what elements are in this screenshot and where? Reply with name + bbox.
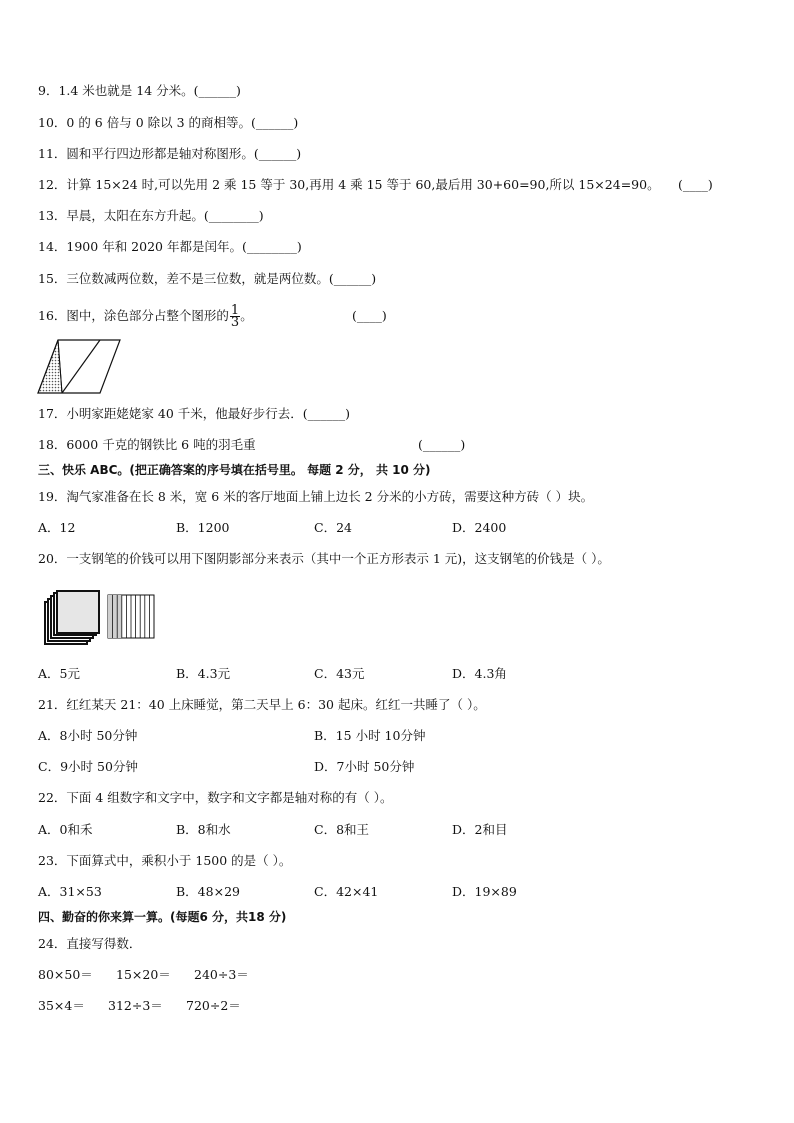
q19-option-c: C．24 bbox=[314, 520, 352, 535]
question-10: 10．0 的 6 倍与 0 除以 3 的商相等。(______) bbox=[38, 115, 299, 130]
q22-option-b: B．8和水 bbox=[176, 822, 231, 837]
q23-option-b: B．48×29 bbox=[176, 884, 240, 899]
question-11: 11．圆和平行四边形都是轴对称图形。(______) bbox=[38, 146, 302, 161]
q22-option-c: C．8和王 bbox=[314, 822, 370, 837]
question-18: 18．6000 千克的钢铁比 6 吨的羽毛重 bbox=[38, 437, 256, 452]
question-14: 14．1900 年和 2020 年都是闰年。(________) bbox=[38, 239, 302, 254]
q22-option-d: D．2和目 bbox=[452, 822, 508, 837]
q23-option-d: D．19×89 bbox=[452, 884, 517, 899]
money-squares-figure bbox=[42, 590, 160, 648]
section-3-heading: 三、快乐 ABC。(把正确答案的序号填在括号里。 每题 2 分， 共 10 分) bbox=[38, 463, 431, 477]
q23-option-a: A．31×53 bbox=[38, 884, 102, 899]
q20-option-d: D．4.3角 bbox=[452, 666, 507, 681]
question-24: 24．直接写得数． bbox=[38, 936, 142, 951]
calc-80x50: 80×50＝ bbox=[38, 967, 93, 982]
question-18-paren: (______) bbox=[418, 437, 466, 452]
calc-720div2: 720÷2＝ bbox=[186, 998, 241, 1013]
question-12-paren: (____) bbox=[678, 177, 713, 192]
q20-option-a: A．5元 bbox=[38, 666, 80, 681]
question-21: 21．红红某天 21：40 上床睡觉，第二天早上 6：30 起床。红红一共睡了（ ）。 bbox=[38, 697, 486, 712]
calc-312div3: 312÷3＝ bbox=[108, 998, 163, 1013]
calc-35x4: 35×4＝ bbox=[38, 998, 85, 1013]
q21-option-a: A．8小时 50分钟 bbox=[38, 728, 138, 743]
q19-option-b: B．1200 bbox=[176, 520, 230, 535]
parallelogram-figure bbox=[36, 338, 122, 396]
q21-option-b: B．15 小时 10分钟 bbox=[314, 728, 426, 743]
question-20: 20．一支钢笔的价钱可以用下图阴影部分来表示（其中一个正方形表示 1 元)，这支钢笔的价钱是（ ）。 bbox=[38, 551, 610, 566]
question-12: 12．计算 15×24 时,可以先用 2 乘 15 等于 30,再用 4 乘 15 等于 60,最后用 30+60=90,所以 15×24=90。 bbox=[38, 177, 660, 192]
question-16-text: 16．图中，涂色部分占整个图形的 bbox=[38, 308, 229, 323]
calc-15x20: 15×20＝ bbox=[116, 967, 171, 982]
fraction-one-third bbox=[230, 305, 240, 328]
question-13: 13．早晨，太阳在东方升起。(________) bbox=[38, 208, 264, 223]
section-4-heading: 四、勤奋的你来算一算。(每题6 分，共18 分) bbox=[38, 910, 287, 924]
q20-option-b: B．4.3元 bbox=[176, 666, 231, 681]
question-9: 9．1.4 米也就是 14 分米。(______) bbox=[38, 83, 241, 98]
question-23: 23．下面算式中，乘积小于 1500 的是（ ）。 bbox=[38, 853, 292, 868]
question-22: 22．下面 4 组数字和文字中，数字和文字都是轴对称的有（ ）。 bbox=[38, 790, 393, 805]
tenths-strips bbox=[108, 595, 154, 638]
q19-option-d: D．2400 bbox=[452, 520, 507, 535]
fraction-numerator: 1 bbox=[230, 303, 240, 318]
question-15: 15．三位数减两位数，差不是三位数，就是两位数。(______) bbox=[38, 271, 377, 286]
question-19: 19．淘气家准备在长 8 米，宽 6 米的客厅地面上铺上边长 2 分米的小方砖，需要这种方砖（ ）块。 bbox=[38, 489, 594, 504]
question-16 bbox=[38, 303, 253, 329]
q19-option-a: A．12 bbox=[38, 520, 76, 535]
q21-option-d: D．7小时 50分钟 bbox=[314, 759, 415, 774]
calc-240div3: 240÷3＝ bbox=[194, 967, 249, 982]
fraction-denominator: 3 bbox=[230, 315, 240, 330]
question-16-tail: 。 bbox=[240, 308, 253, 323]
stacked-squares bbox=[45, 591, 99, 644]
diagonal-line bbox=[62, 340, 100, 393]
q23-option-c: C．42×41 bbox=[314, 884, 379, 899]
q20-option-c: C．43元 bbox=[314, 666, 365, 681]
q21-option-c: C．9小时 50分钟 bbox=[38, 759, 138, 774]
question-17: 17．小明家距姥姥家 40 千米，他最好步行去．(______) bbox=[38, 406, 351, 421]
q22-option-a: A．0和禾 bbox=[38, 822, 93, 837]
question-16-paren: (____) bbox=[352, 308, 387, 323]
